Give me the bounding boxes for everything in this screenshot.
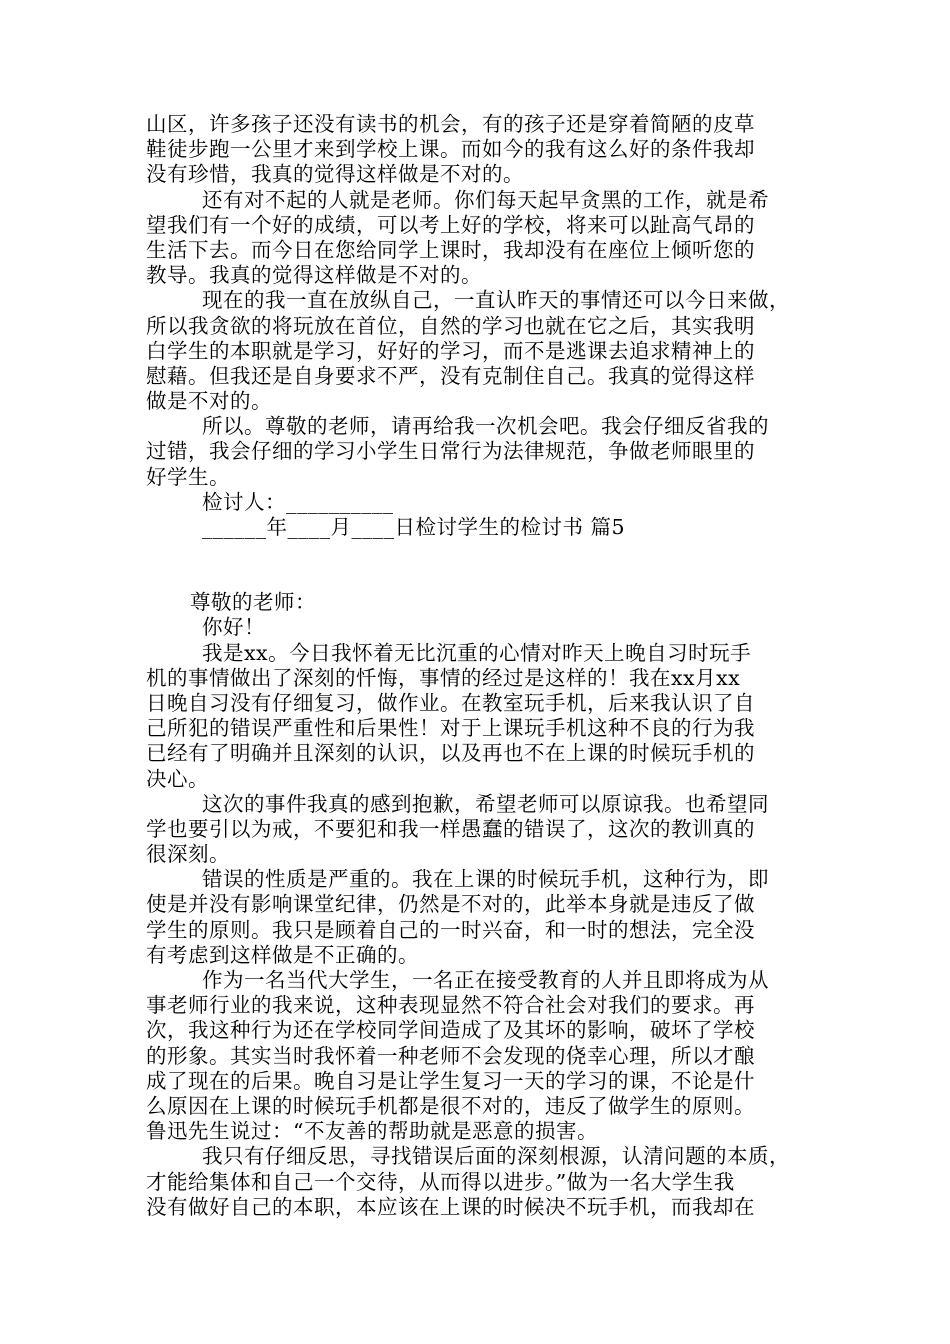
text-line: 鞋徒步跑一公里才来到学校上课。而如今的我有这么好的条件我却	[146, 137, 755, 162]
text-line: 决心。	[146, 766, 209, 791]
text-line: 望我们有一个好的成绩，可以考上好的学校，将来可以趾高气昂的	[146, 212, 755, 237]
text-line: 这次的事件我真的感到抱歉，希望老师可以原谅我。也希望同	[202, 791, 769, 816]
text-line: 我只有仔细反思，寻找错误后面的深刻根源，认清问题的本质，	[202, 1144, 790, 1169]
text-line: 事老师行业的我来说，这种表现显然不符合社会对我们的要求。再	[146, 993, 755, 1018]
text-line: 生活下去。而今日在您给同学上课时，我却没有在座位上倾听您的	[146, 237, 755, 262]
text-line: 学生的原则。我只是顾着自己的一时兴奋，和一时的想法，完全没	[146, 917, 755, 942]
text-line: 成了现在的后果。晚自习是让学生复习一天的学习的课，不论是什	[146, 1068, 755, 1093]
text-line: 已经有了明确并且深刻的认识，以及再也不在上课的时候玩手机的	[146, 741, 755, 766]
text-line: 机的事情做出了深刻的忏悔，事情的经过是这样的！我在xx月xx	[146, 665, 741, 690]
text-line: 己所犯的错误严重性和后果性！对于上课玩手机这种不良的行为我	[146, 716, 755, 741]
section-gap	[146, 540, 806, 590]
text-line: 教导。我真的觉得这样做是不对的。	[146, 263, 482, 288]
text-line: 错误的性质是严重的。我在上课的时候玩手机，这种行为，即	[202, 867, 769, 892]
body-top	[146, 112, 806, 540]
paragraph	[146, 112, 806, 188]
text-line: 有考虑到这样做是不正确的。	[146, 942, 419, 967]
text-line: 山区，许多孩子还没有读书的机会，有的孩子还是穿着简陋的皮草	[146, 112, 755, 136]
text-line: 没有珍惜，我真的觉得这样做是不对的。	[146, 162, 524, 187]
text-line: 么原因在上课的时候玩手机都是很不对的，违反了做学生的原则。	[146, 1093, 755, 1118]
paragraph	[146, 188, 806, 289]
paragraph	[146, 792, 806, 868]
text-line: 做是不对的。	[146, 389, 272, 414]
greeting: 你好！	[202, 615, 265, 640]
paragraph	[146, 288, 806, 414]
text-line: 才能给集体和自己一个交待，从而得以进步。”做为一名大学生我	[146, 1169, 735, 1194]
paragraph	[146, 968, 806, 1144]
paragraph	[146, 1144, 806, 1220]
text-line: 我是xx。今日我怀着无比沉重的心情对昨天上晚自习时玩手	[202, 640, 752, 665]
body-bottom	[146, 590, 806, 1220]
text-line: 好学生。	[146, 464, 230, 489]
text-line: 很深刻。	[146, 842, 230, 867]
signature-line: 检讨人：__________	[202, 489, 394, 514]
text-line: 没有做好自己的本职，本应该在上课的时候决不玩手机，而我却在	[146, 1194, 755, 1219]
text-line: 所以。尊敬的老师，请再给我一次机会吧。我会仔细反省我的	[202, 414, 769, 439]
text-line: 现在的我一直在放纵自己，一直认昨天的事情还可以今日来做，	[202, 288, 790, 313]
text-line: 白学生的本职就是学习，好好的学习，而不是逃课去追求精神上的	[146, 338, 755, 363]
text-line: 所以我贪欲的将玩放在首位，自然的学习也就在它之后，其实我明	[146, 313, 755, 338]
text-line: 过错，我会仔细的学习小学生日常行为法律规范，争做老师眼里的	[146, 439, 755, 464]
text-line: 学也要引以为戒，不要犯和我一样愚蠢的错误了，这次的教训真的	[146, 816, 755, 841]
paragraph	[146, 414, 806, 490]
text-line: 鲁迅先生说过：“不友善的帮助就是恶意的损害。	[146, 1119, 598, 1144]
text-line: 使是并没有影响课堂纪律，仍然是不对的，此举本身就是违反了做	[146, 892, 755, 917]
text-line: 的形象。其实当时我怀着一种老师不会发现的侥幸心理，所以才酿	[146, 1043, 755, 1068]
text-line: 慰藉。但我还是自身要求不严，没有克制住自己。我真的觉得这样	[146, 363, 755, 388]
text-line: 日晚自习没有仔细复习，做作业。在教室玩手机，后来我认识了自	[146, 690, 755, 715]
paragraph	[146, 641, 806, 792]
text-line: 次，我这种行为还在学校同学间造成了及其坏的影响，破坏了学校	[146, 1018, 755, 1043]
date-title-line: ______年____月____日检讨学生的检讨书 篇5	[202, 515, 626, 539]
document-page	[146, 112, 806, 1220]
text-line: 作为一名当代大学生，一名正在接受教育的人并且即将成为从	[202, 968, 769, 992]
paragraph	[146, 867, 806, 968]
salutation: 尊敬的老师：	[190, 590, 316, 615]
text-line: 还有对不起的人就是老师。你们每天起早贪黑的工作，就是希	[202, 187, 769, 212]
